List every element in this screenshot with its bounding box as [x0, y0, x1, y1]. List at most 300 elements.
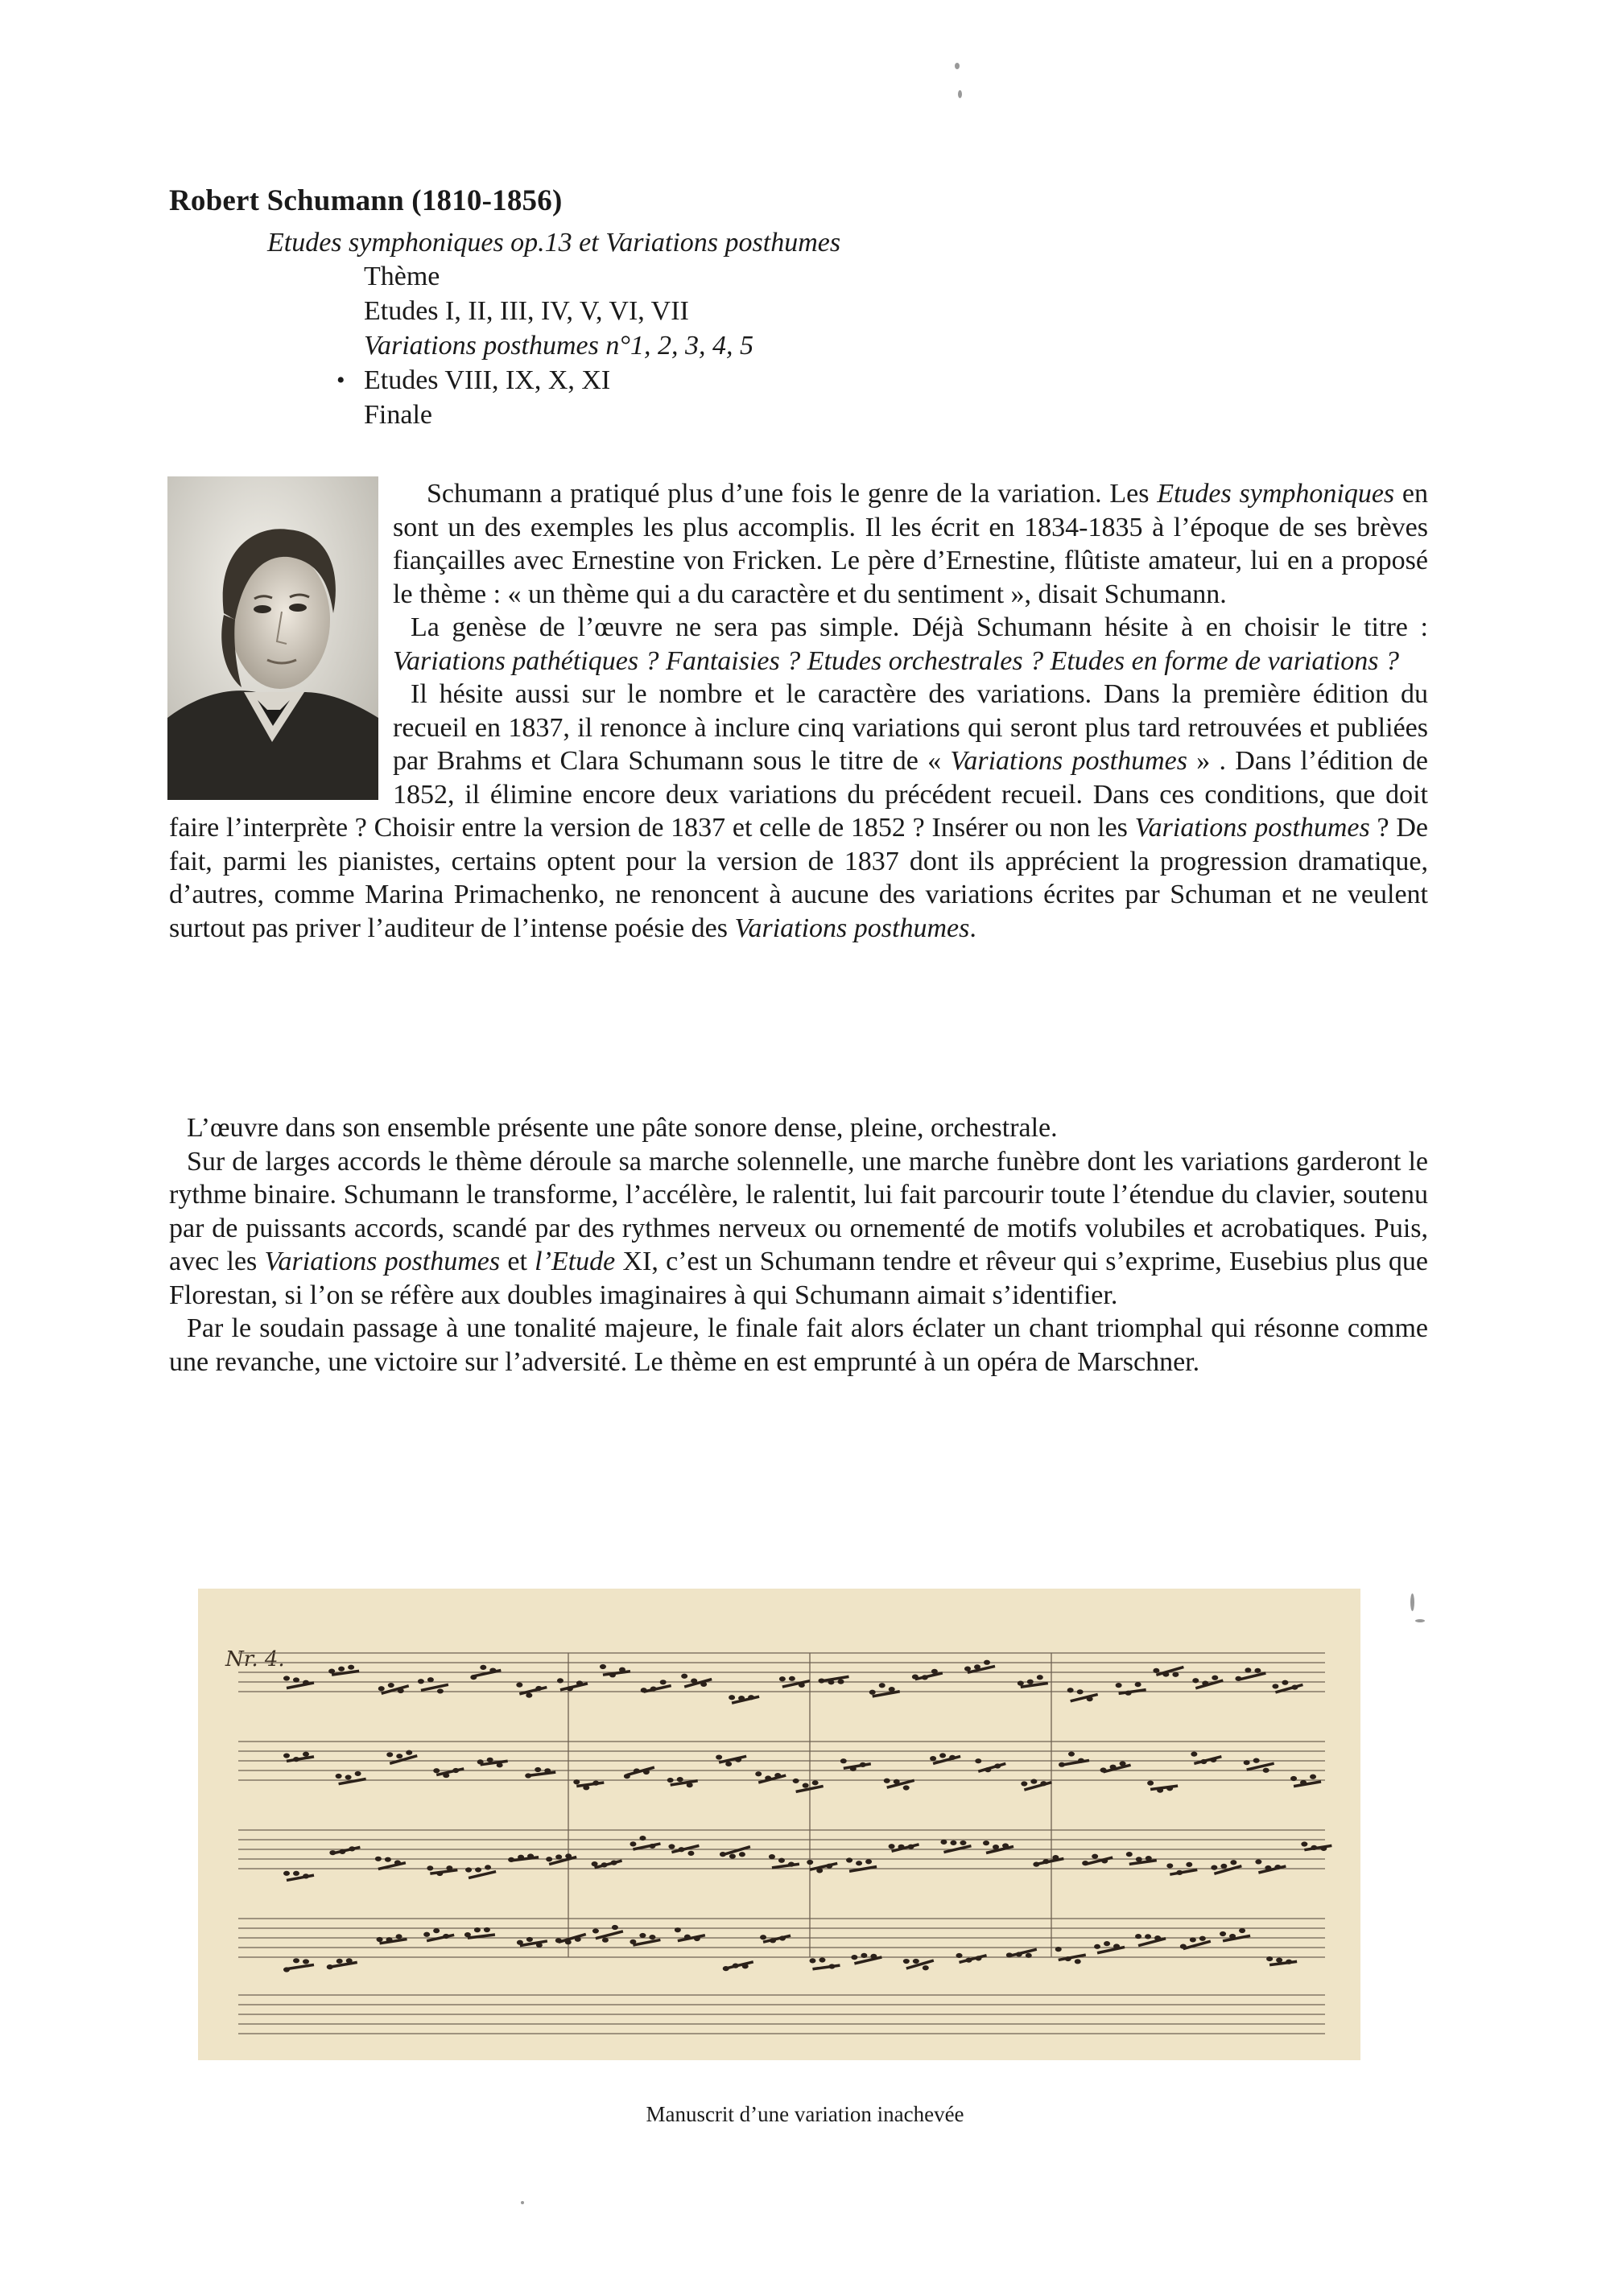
note-head [575, 1937, 580, 1941]
note-head [860, 1762, 865, 1766]
paragraph: Par le soudain passage à une tonalité majeure, le finale fait alors éclater un chant triomphal qui résonne comme une revanche, une victoire sur l’adversité. Le thème en est emprunté à un opéra de Marschner. [169, 1313, 1428, 1377]
note-head [667, 1778, 673, 1782]
movement-item: Thème [364, 262, 440, 291]
note-head [1302, 1842, 1307, 1846]
note-head [388, 1683, 394, 1687]
note-head [950, 1755, 956, 1759]
note-head [739, 1696, 745, 1700]
note-head [386, 1938, 392, 1942]
note-head [1034, 1862, 1039, 1866]
note-head [812, 1781, 818, 1785]
note-head [691, 1679, 697, 1683]
note-head [984, 1841, 989, 1845]
note-head [375, 1857, 381, 1861]
note-head [995, 1764, 1001, 1768]
manuscript-image [198, 1589, 1360, 2060]
note-head [1199, 1936, 1205, 1940]
note-head [434, 1929, 440, 1933]
note-head [611, 1861, 617, 1865]
note-head [294, 1678, 299, 1682]
note-head [1037, 1676, 1042, 1680]
note-head [807, 1860, 813, 1864]
note-head [407, 1750, 412, 1754]
note-head [464, 1933, 470, 1937]
note-head [1120, 1762, 1125, 1766]
note-head [1125, 1691, 1131, 1695]
note-head [545, 1769, 551, 1773]
note-head [793, 1779, 799, 1783]
note-head [1211, 1758, 1216, 1762]
paragraph: Schumann a pratiqué plus d’une fois le genre de la variation. Les Etudes symphoniques en sont un des exemples les plus accomplis. Il les écrit en 1834-1835 à l’époque de ses brèves fiançailles avec Ernestine von Fricken. Le père d’Ernestine, flûtiste amateur, lui en a proposé le thème : « un thème qui a du caractère et du sentiment », disait Schumann. [393, 479, 1428, 609]
note-head [688, 1851, 694, 1855]
note-head [303, 1752, 309, 1756]
note-head [385, 1857, 390, 1861]
note-head [1135, 1683, 1141, 1687]
note-head [879, 1684, 885, 1688]
note-head [1275, 1865, 1281, 1869]
note-head [650, 1687, 656, 1691]
note-head [355, 1771, 361, 1775]
note-head [1253, 1758, 1259, 1762]
note-head [444, 1773, 449, 1777]
note-head [378, 1687, 384, 1691]
note-head [284, 1676, 290, 1680]
note-head [294, 1871, 299, 1875]
note-head [1154, 1668, 1159, 1672]
note-head [1231, 1861, 1236, 1865]
note-head [526, 1693, 532, 1697]
note-head [1212, 1676, 1218, 1680]
note-head [1022, 1782, 1027, 1786]
note-head [556, 1855, 562, 1859]
note-head [609, 1673, 615, 1677]
note-head [557, 1679, 563, 1683]
note-head [397, 1754, 402, 1758]
note-head [1092, 1854, 1098, 1858]
note-head [1100, 1768, 1106, 1772]
note-head [497, 1763, 502, 1767]
note-head [701, 1682, 707, 1686]
note-head [567, 1687, 572, 1691]
note-head [908, 1845, 914, 1849]
note-head [838, 1680, 844, 1684]
note-head [650, 1844, 655, 1848]
note-head [1146, 1857, 1151, 1861]
note-head [1256, 1860, 1261, 1864]
note-head [1102, 1859, 1108, 1863]
paper-speck [958, 90, 962, 98]
note-head [1078, 1758, 1084, 1762]
note-head [723, 1966, 729, 1970]
note-head [398, 1688, 403, 1692]
work-subtitle: Etudes symphoniques op.13 et Variations posthumes [267, 228, 841, 258]
note-head [960, 1841, 966, 1845]
note-head [1301, 1780, 1307, 1784]
note-head [453, 1768, 459, 1772]
note-head [828, 1680, 834, 1684]
note-head [694, 1936, 700, 1940]
note-head [993, 1845, 999, 1849]
note-head [1065, 1956, 1071, 1960]
note-head [852, 1955, 857, 1959]
note-head [1003, 1844, 1009, 1848]
note-head [1273, 1684, 1278, 1688]
paper-speck [955, 63, 960, 69]
note-head [303, 1960, 309, 1964]
note-head [966, 1958, 972, 1962]
note-head [976, 1759, 981, 1763]
note-head [729, 1696, 735, 1700]
note-head [889, 1845, 894, 1849]
note-head [682, 1674, 687, 1678]
note-head [1095, 1944, 1100, 1948]
note-head [1110, 1765, 1116, 1769]
note-head [742, 1964, 748, 1968]
note-head [490, 1668, 496, 1672]
note-head [819, 1679, 824, 1683]
note-head [1068, 1752, 1074, 1756]
note-head [601, 1863, 607, 1867]
note-head [912, 1675, 918, 1679]
movement-item: Variations posthumes n°1, 2, 3, 4, 5 [364, 331, 753, 361]
note-head [940, 1754, 946, 1758]
note-head [630, 1842, 636, 1846]
note-head [640, 1933, 646, 1937]
note-head [518, 1855, 524, 1859]
note-head [565, 1940, 571, 1944]
note-head [593, 1781, 599, 1785]
note-head [1114, 1944, 1120, 1948]
note-head [1083, 1861, 1088, 1865]
note-head [669, 1845, 675, 1849]
note-head [687, 1783, 692, 1787]
note-head [1167, 1864, 1173, 1868]
manuscript-corner-mark: Nr. 4. [225, 1647, 285, 1672]
note-head [1220, 1931, 1226, 1935]
note-head [600, 1664, 605, 1668]
note-head [634, 1769, 639, 1773]
note-head [377, 1937, 382, 1941]
note-head [766, 1776, 771, 1780]
note-head [779, 1677, 785, 1681]
note-head [941, 1840, 947, 1844]
note-head [1148, 1781, 1154, 1785]
note-head [1075, 1960, 1080, 1964]
note-head [566, 1854, 572, 1858]
note-head [294, 1959, 299, 1963]
note-head [827, 1864, 832, 1868]
note-head [923, 1966, 928, 1970]
note-head [612, 1925, 617, 1929]
note-head [1026, 1953, 1031, 1957]
note-head [427, 1866, 433, 1870]
note-head [336, 1774, 341, 1778]
note-head [536, 1943, 542, 1947]
note-head [535, 1767, 541, 1771]
note-head [1146, 1935, 1151, 1939]
note-head [437, 1689, 443, 1693]
note-head [675, 1928, 680, 1932]
note-head [1059, 1762, 1064, 1766]
note-head [850, 1766, 856, 1770]
note-head [1177, 1870, 1183, 1874]
note-head [984, 1660, 989, 1664]
note-head [1006, 1953, 1012, 1957]
note-head [1180, 1944, 1186, 1948]
note-head [931, 1669, 937, 1673]
note-head [592, 1929, 598, 1933]
note-head [817, 1869, 823, 1873]
note-head [336, 1959, 342, 1963]
note-head [922, 1676, 927, 1680]
note-head [1221, 1864, 1227, 1868]
note-head [1016, 1952, 1022, 1956]
note-head [829, 1964, 835, 1968]
paragraph: Il hésite aussi sur le nombre et le caractère des variations. Dans la première édition du recueil en 1837, il renonce à inclure cinq variations qui seront plus tard retrouvées et publiées par Brahms et Clara Schumann sous le titre de « Variations posthumes » . Dans l’édition de 1852, il élimine encore deux variations du précédent recueil. Dans ces conditions, que doit faire l’interprète ? Choisir entre la version de 1837 et celle de 1852 ? Insérer ou non les Variations posthumes ? De fait, parmi les pianistes, certains optent pour la version de 1837 dont ils apprécient la progression dramatique, d’autres, comme Marina Primachenko, ne renoncent à aucune des variations écrites par Schuman et ne veulent surtout pas priver l’auditeur de l’intense poésie des Variations posthumes. [169, 679, 1428, 943]
note-head [756, 1772, 762, 1776]
note-head [1158, 1788, 1163, 1792]
note-head [346, 1959, 352, 1963]
note-head [903, 1786, 909, 1790]
note-head [303, 1680, 309, 1684]
note-head [418, 1680, 423, 1684]
note-head [1077, 1690, 1083, 1694]
note-head [1053, 1856, 1059, 1860]
note-head [574, 1780, 580, 1784]
note-head [1291, 1776, 1297, 1780]
note-head [444, 1934, 449, 1938]
note-head [330, 1851, 336, 1855]
note-head [349, 1665, 354, 1669]
note-head [349, 1847, 355, 1851]
note-head [861, 1953, 867, 1957]
note-head [1031, 1779, 1037, 1783]
note-head [1212, 1865, 1217, 1869]
note-head [894, 1779, 899, 1783]
note-head [1041, 1782, 1046, 1786]
note-head [1286, 1960, 1292, 1964]
note-head [1292, 1685, 1298, 1689]
note-head [869, 1690, 875, 1694]
note-head [847, 1858, 852, 1862]
note-head [1236, 1676, 1241, 1680]
note-head [526, 1774, 531, 1778]
note-head [677, 1778, 683, 1782]
note-head [555, 1939, 561, 1943]
note-head [749, 1696, 754, 1700]
note-head [1230, 1934, 1236, 1938]
note-head [819, 1958, 825, 1962]
note-head [339, 1667, 345, 1671]
paper-speck [1415, 1619, 1425, 1622]
note-head [913, 1959, 919, 1963]
note-head [1155, 1936, 1161, 1940]
note-head [624, 1775, 630, 1779]
note-head [769, 1855, 774, 1859]
note-head [394, 1861, 400, 1865]
note-head [466, 1868, 472, 1872]
note-head [716, 1755, 722, 1759]
note-head [810, 1959, 815, 1963]
note-head [684, 1935, 690, 1939]
note-head [1321, 1846, 1327, 1850]
note-head [487, 1758, 493, 1762]
note-head [898, 1845, 904, 1849]
note-head [1067, 1688, 1073, 1692]
note-head [643, 1770, 649, 1774]
note-head [1043, 1860, 1049, 1864]
note-head [803, 1783, 808, 1787]
note-head [733, 1964, 738, 1968]
note-head [1087, 1697, 1092, 1701]
paper-speck [1410, 1593, 1414, 1611]
note-head [1240, 1928, 1245, 1932]
note-head [1245, 1668, 1251, 1672]
note-head [528, 1854, 534, 1858]
note-head [1311, 1775, 1316, 1779]
note-head [1201, 1759, 1207, 1763]
movement-list [336, 259, 753, 432]
note-head [964, 1667, 970, 1671]
note-head [340, 1849, 345, 1853]
note-head [1282, 1680, 1288, 1684]
note-head [679, 1848, 684, 1852]
page-title: Robert Schumann (1810-1856) [169, 184, 563, 217]
note-head [396, 1935, 402, 1939]
note-head [294, 1758, 299, 1762]
note-head [536, 1686, 542, 1690]
note-head [547, 1857, 552, 1861]
note-head [903, 1959, 909, 1963]
note-head [471, 1676, 477, 1680]
note-head [641, 1688, 646, 1692]
note-head [485, 1865, 491, 1869]
note-head [526, 1937, 532, 1941]
note-head [956, 1953, 962, 1957]
text-block-character [169, 1111, 1428, 1379]
note-head [884, 1779, 890, 1783]
note-head [517, 1683, 522, 1687]
note-head [284, 1754, 290, 1758]
bullet-mark: • [336, 367, 345, 394]
note-head [660, 1680, 666, 1684]
note-head [761, 1935, 766, 1939]
note-head [1104, 1942, 1110, 1946]
note-head [1244, 1761, 1249, 1765]
text-block-genesis [169, 477, 1428, 945]
note-head [484, 1927, 489, 1931]
note-head [345, 1775, 351, 1779]
note-head [1203, 1681, 1208, 1685]
note-head [1167, 1787, 1173, 1791]
note-head [780, 1936, 786, 1940]
note-head [1027, 1680, 1033, 1684]
note-head [1265, 1865, 1271, 1869]
paragraph: La genèse de l’œuvre ne sera pas simple. Déjà Schumann hésite à en choisir le titre : Variations pathétiques ? Fantaisies ? Etudes orchestrales ? Etudes en forme de variations ? [393, 612, 1428, 676]
note-head [1311, 1845, 1317, 1849]
note-head [931, 1757, 936, 1761]
note-head [726, 1762, 732, 1766]
note-head [889, 1687, 894, 1691]
note-head [327, 1965, 332, 1969]
note-head [976, 1956, 981, 1960]
note-head [1173, 1672, 1179, 1676]
note-head [474, 1928, 480, 1932]
note-head [592, 1862, 597, 1866]
manuscript-caption: Manuscrit d’une variation inachevée [646, 2102, 964, 2126]
note-head [1055, 1948, 1061, 1952]
movement-item: Etudes I, II, III, IV, V, VI, VII [364, 296, 689, 326]
note-head [871, 1954, 877, 1958]
note-head [739, 1853, 745, 1857]
note-head [775, 1774, 781, 1778]
note-head [720, 1853, 725, 1857]
note-head [434, 1769, 440, 1773]
paragraph: L’œuvre dans son ensemble présente une pâte sonore dense, pleine, orchestrale. [187, 1113, 1058, 1143]
paragraph: Sur de larges accords le thème déroule sa marche solennelle, une marche funèbre dont les variations garderont le rythme binaire. Schumann le transforme, l’accélère, le ralentit, lui fait parcourir toute l’étendue du clavier, soutenu par de puissants accords, scandé par des rythmes nerveux ou ornementé de motifs volubiles et acrobatiques. Puis, avec les Variations posthumes et l’Etude XI, c’est un Schumann tendre et rêveur qui s’exprime, Eusebius plus que Florestan, si l’on se réfère aux doubles imaginaires à qui Schumann aimait s’identifier. [169, 1146, 1429, 1310]
note-head [437, 1871, 443, 1875]
note-head [799, 1683, 804, 1687]
note-head [1255, 1668, 1261, 1672]
note-head [447, 1866, 452, 1870]
movement-item: Finale [364, 400, 432, 430]
note-head [1277, 1958, 1282, 1962]
note-head [1190, 1938, 1195, 1942]
note-head [387, 1753, 393, 1757]
note-head [1116, 1683, 1121, 1687]
note-head [1191, 1752, 1197, 1756]
note-head [951, 1841, 956, 1845]
note-head [788, 1862, 794, 1866]
note-head [1187, 1862, 1192, 1866]
note-head [630, 1939, 636, 1944]
note-head [1263, 1768, 1269, 1772]
note-head [985, 1767, 991, 1771]
note-head [650, 1935, 655, 1939]
note-head [1136, 1934, 1141, 1938]
note-head [1193, 1679, 1199, 1683]
movement-item: • Etudes VIII, IX, X, XI [364, 363, 753, 398]
note-head [857, 1861, 862, 1865]
note-head [640, 1836, 646, 1840]
note-head [619, 1667, 625, 1672]
paper-speck [521, 2201, 524, 2204]
note-head [729, 1854, 735, 1858]
note-head [476, 1868, 481, 1872]
note-head [778, 1858, 784, 1862]
note-head [1136, 1857, 1141, 1861]
note-head [509, 1857, 514, 1861]
note-head [866, 1860, 872, 1864]
note-head [770, 1939, 776, 1943]
note-head [840, 1759, 846, 1763]
note-head [584, 1786, 589, 1790]
note-head [1163, 1672, 1169, 1676]
note-head [576, 1681, 582, 1685]
note-head [329, 1669, 335, 1673]
note-head [1126, 1853, 1132, 1857]
note-head [736, 1758, 741, 1762]
note-head [284, 1968, 290, 1972]
note-head [424, 1932, 430, 1936]
note-head [602, 1938, 608, 1942]
note-head [517, 1940, 522, 1944]
note-head [789, 1676, 795, 1680]
note-head [284, 1871, 290, 1875]
note-head [974, 1665, 980, 1669]
note-head [477, 1760, 483, 1764]
note-head [1267, 1956, 1273, 1960]
